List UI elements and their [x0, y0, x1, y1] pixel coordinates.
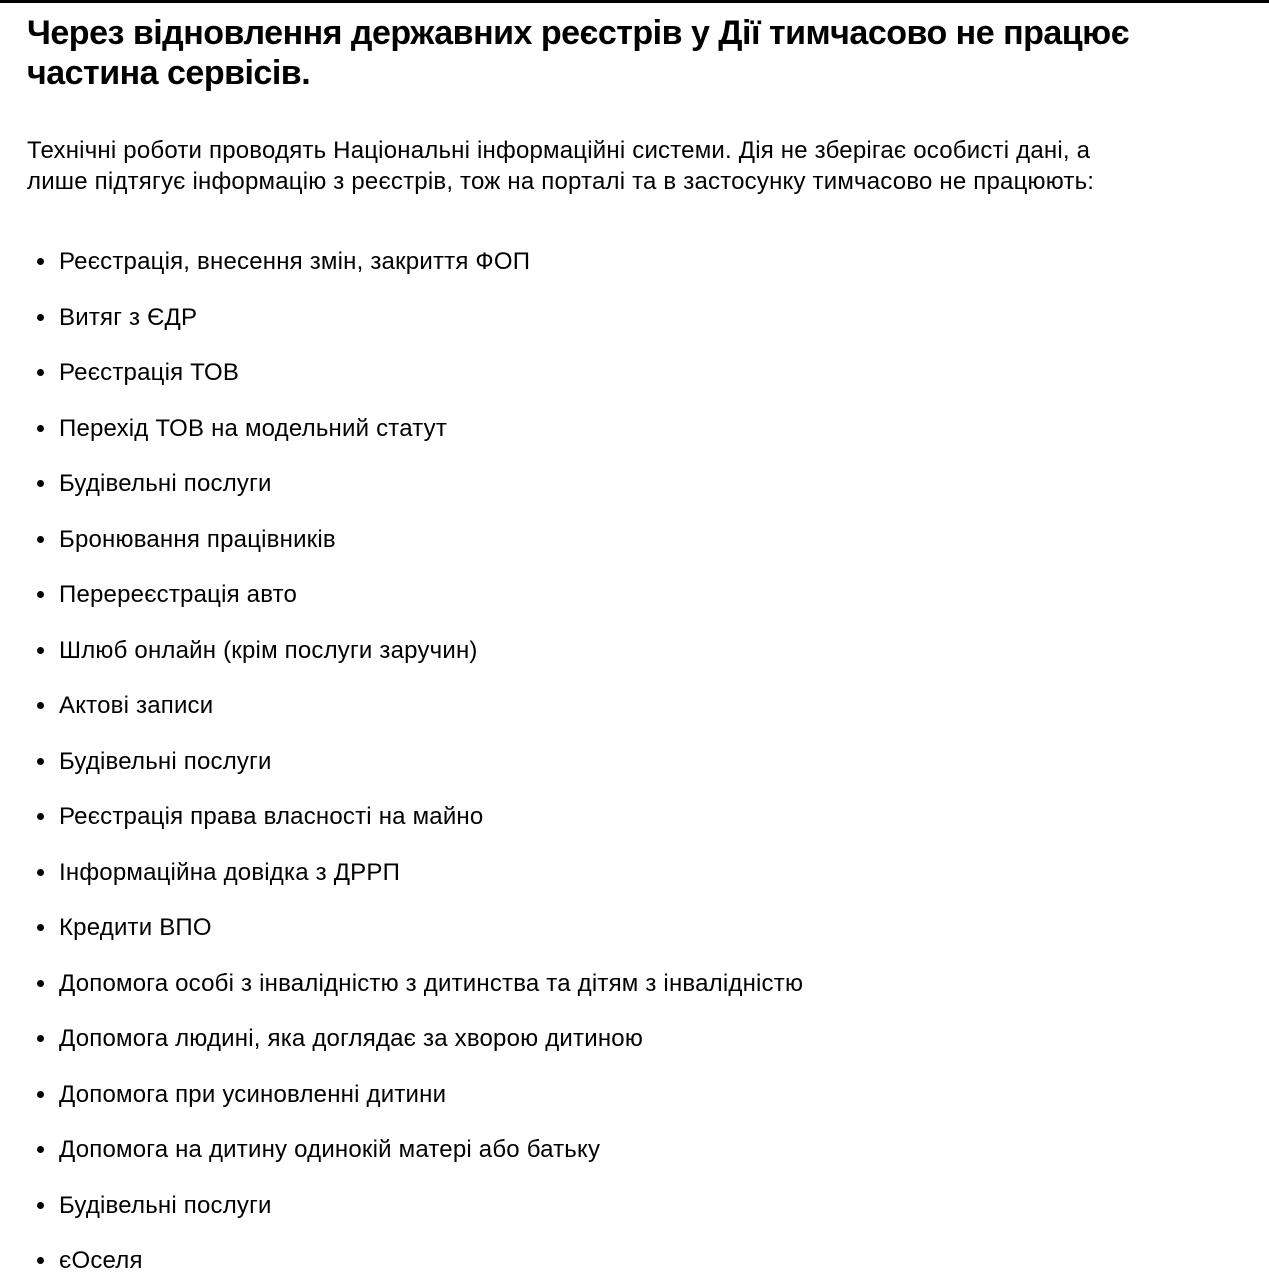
list-item: Реєстрація права власності на майно — [27, 800, 1239, 833]
list-item: Інформаційна довідка з ДРРП — [27, 856, 1239, 889]
page-title — [27, 13, 1239, 93]
list-item: Допомога людині, яка доглядає за хворою дитиною — [27, 1022, 1239, 1055]
list-item: Допомога особі з інвалідністю з дитинства та дітям з інвалідністю — [27, 967, 1239, 1000]
page-title-line-2: частина сервісів. — [27, 54, 311, 92]
intro-line-2: лише підтягує інформацію з реєстрів, тож на порталі та в застосунку тимчасово не працюють: — [27, 168, 1095, 195]
page-content — [0, 3, 1269, 1277]
list-item: Бронювання працівників — [27, 523, 1239, 556]
list-item: Допомога на дитину одинокій матері або батьку — [27, 1133, 1239, 1166]
list-item: Будівельні послуги — [27, 745, 1239, 778]
list-item: Будівельні послуги — [27, 1189, 1239, 1222]
list-item: Кредити ВПО — [27, 911, 1239, 944]
list-item: єОселя — [27, 1244, 1239, 1277]
list-item: Будівельні послуги — [27, 467, 1239, 500]
list-item: Реєстрація ТОВ — [27, 356, 1239, 389]
list-item: Перехід ТОВ на модельний статут — [27, 412, 1239, 445]
page-title-line-1: Через відновлення державних реєстрів у Дії тимчасово не працює — [27, 14, 1129, 52]
intro-line-1: Технічні роботи проводять Національні інформаційні системи. Дія не зберігає особисті дані, а — [27, 137, 1091, 164]
list-item: Реєстрація, внесення змін, закриття ФОП — [27, 245, 1239, 278]
list-item: Актові записи — [27, 689, 1239, 722]
intro-paragraph — [27, 135, 1239, 197]
list-item: Витяг з ЄДР — [27, 301, 1239, 334]
list-item: Перереєстрація авто — [27, 578, 1239, 611]
services-list — [27, 245, 1239, 1277]
list-item: Шлюб онлайн (крім послуги заручин) — [27, 634, 1239, 667]
list-item: Допомога при усиновленні дитини — [27, 1078, 1239, 1111]
